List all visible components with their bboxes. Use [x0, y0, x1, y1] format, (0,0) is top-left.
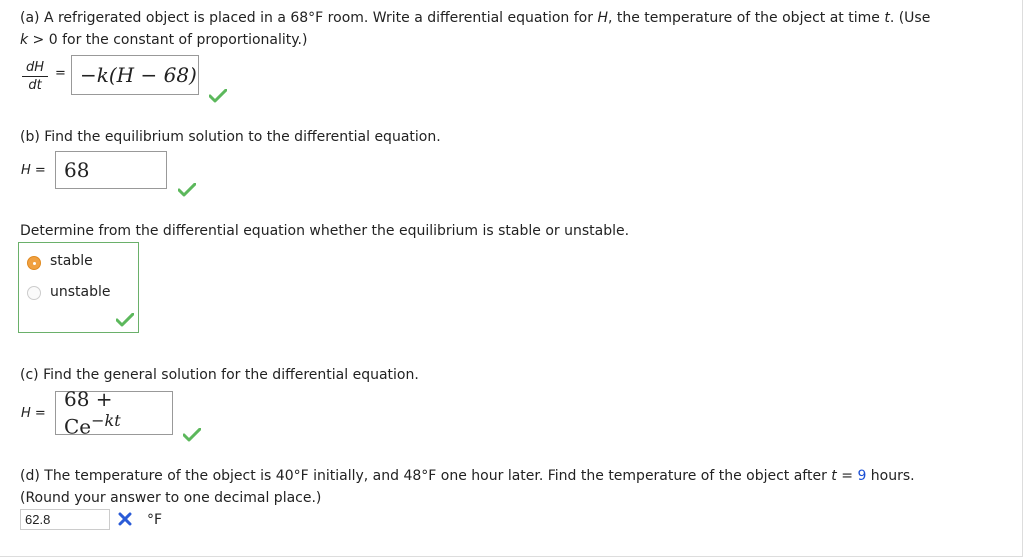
- part-a-answer-box[interactable]: [71, 55, 199, 95]
- radio-unstable[interactable]: [27, 286, 41, 300]
- fraction-numerator: dH: [22, 60, 48, 77]
- part-d-answer-input[interactable]: 62.8: [20, 509, 110, 530]
- stability-question: Determine from the differential equation whether the equilibrium is stable or unstable.: [20, 223, 630, 239]
- part-c-label: H =: [21, 406, 46, 421]
- unit-label: °F: [147, 512, 163, 528]
- part-a-question-line2: k > 0 for the constant of proportionality.): [20, 32, 308, 48]
- part-b-label: H =: [21, 163, 46, 178]
- part-d-question-line1: (d) The temperature of the object is 40°F initially, and 48°F one hour later. Find the temperature of the object after t = 9 hours.: [20, 468, 915, 484]
- part-c-answer-box[interactable]: [55, 387, 173, 439]
- stability-choices: [18, 242, 139, 333]
- part-a-question-line1: (a) A refrigerated object is placed in a 68°F room. Write a differential equation for H, the temperature of the object at time t. (Use: [20, 10, 931, 26]
- part-b-answer-text: 68: [64, 158, 90, 182]
- part-c-check-icon: [183, 428, 201, 442]
- equals-sign: =: [55, 66, 66, 81]
- part-c-answer-text: $68 + Ce^{-kt}$: [64, 387, 121, 439]
- part-a-check-icon: [209, 89, 227, 103]
- part-b-answer-box[interactable]: [55, 151, 167, 189]
- part-c-question: (c) Find the general solution for the differential equation.: [20, 367, 419, 383]
- part-b-check-icon: [178, 183, 196, 197]
- part-b-question: (b) Find the equilibrium solution to the differential equation.: [20, 129, 441, 145]
- part-d-question-line2: (Round your answer to one decimal place.): [20, 490, 322, 506]
- stability-check-icon: [116, 313, 134, 327]
- t-value: 9: [857, 468, 867, 484]
- fraction-denominator: dt: [28, 78, 42, 93]
- option-unstable-label[interactable]: unstable: [50, 284, 111, 300]
- derivative-fraction: [22, 60, 48, 93]
- part-a-answer-text: −k(H − 68): [80, 63, 197, 87]
- part-d-incorrect-x-icon: [118, 512, 132, 526]
- radio-stable[interactable]: [27, 256, 41, 270]
- option-stable-label[interactable]: stable: [50, 253, 93, 269]
